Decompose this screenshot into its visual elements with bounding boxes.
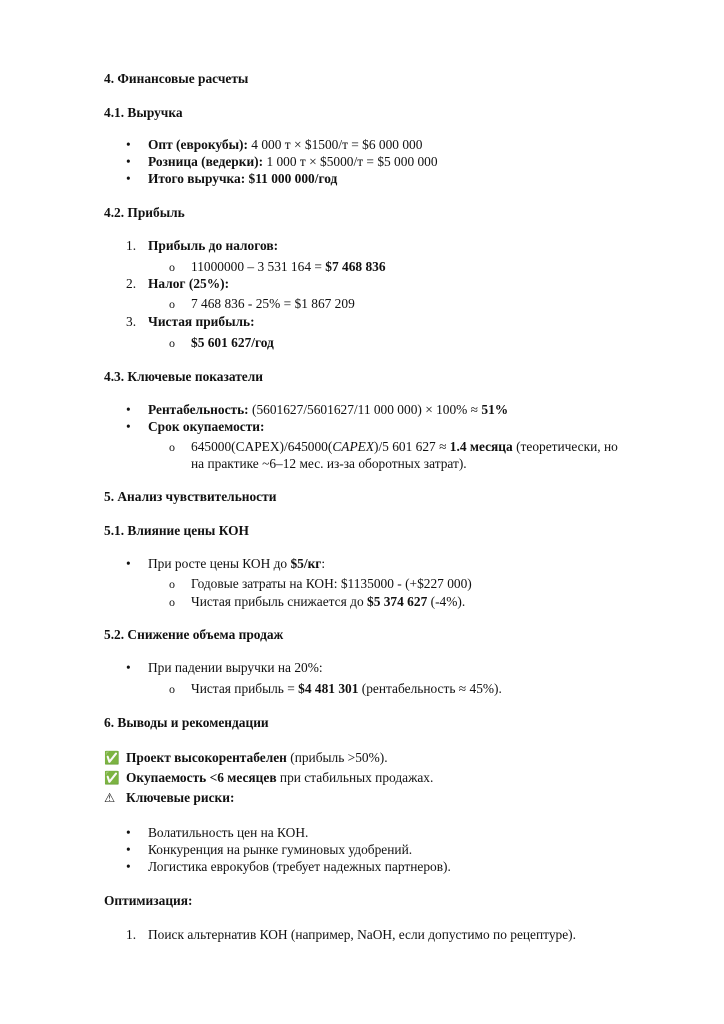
kpi-heading: 4.3. Ключевые показатели xyxy=(104,369,263,384)
koh-sub-costs: o Годовые затраты на КОН: $1135000 - (+$227 000) xyxy=(169,576,472,591)
conclusion-profitable: ✅ Проект высокорентабелен (прибыль >50%). xyxy=(104,750,388,765)
bullet-icon: • xyxy=(126,859,131,874)
optimization-item: 1. Поиск альтернатив КОН (например, NaOH, если допустимо по рецептуре). xyxy=(126,927,576,942)
profit-item-net: 3. Чистая прибыль: xyxy=(126,314,255,329)
optimization-heading: Оптимизация: xyxy=(104,893,193,908)
bullet-icon: • xyxy=(126,825,131,840)
profit-item-pretax: 1. Прибыль до налогов: xyxy=(126,238,279,253)
kpi-payback-calc: o 645000(CAPEX)/645000(CAPEX)/5 601 627 ≈ 1.4 месяца (теоретически, но xyxy=(169,439,618,454)
bullet-icon: • xyxy=(126,556,131,571)
koh-sub-profit: o Чистая прибыль снижается до $5 374 627 (-4%). xyxy=(169,594,466,609)
warning-icon: ⚠ xyxy=(104,790,116,805)
profit-item-net-value: o $5 601 627/год xyxy=(169,335,274,350)
kpi-payback: • Срок окупаемости: xyxy=(126,419,265,434)
circle-bullet-icon: o xyxy=(169,260,175,274)
profit-item-tax: 2. Налог (25%): xyxy=(126,276,230,291)
revenue-heading: 4.1. Выручка xyxy=(104,105,183,120)
sales-sub-profit: o Чистая прибыль = $4 481 301 (рентабельность ≈ 45%). xyxy=(169,681,502,696)
bullet-icon: • xyxy=(126,154,131,169)
revenue-item-wholesale: • Опт (еврокубы): 4 000 т × $1500/т = $6 000 000 xyxy=(126,137,423,152)
circle-bullet-icon: o xyxy=(169,336,175,350)
circle-bullet-icon: o xyxy=(169,440,175,454)
risk-item: • Логистика еврокубов (требует надежных партнеров). xyxy=(126,859,451,874)
check-icon: ✅ xyxy=(104,770,120,785)
risk-item: • Конкуренция на рынке гуминовых удобрений. xyxy=(126,842,413,857)
bullet-icon: • xyxy=(126,171,131,186)
bullet-icon: • xyxy=(126,402,131,417)
bullet-icon: • xyxy=(126,419,131,434)
section-5-title: 5. Анализ чувствительности xyxy=(104,489,277,504)
risk-item: • Волатильность цен на КОН. xyxy=(126,825,309,840)
revenue-item-total: • Итого выручка: $11 000 000/год xyxy=(126,171,338,186)
koh-bullet: • При росте цены КОН до $5/кг: xyxy=(126,556,326,571)
circle-bullet-icon: o xyxy=(169,595,175,609)
sales-bullet: • При падении выручки на 20%: xyxy=(126,660,323,675)
section-6-title: 6. Выводы и рекомендации xyxy=(104,715,269,730)
profit-item-tax-value: o 7 468 836 - 25% = $1 867 209 xyxy=(169,296,355,311)
circle-bullet-icon: o xyxy=(169,577,175,591)
bullet-icon: • xyxy=(126,842,131,857)
section-4-title: 4. Финансовые расчеты xyxy=(104,71,249,86)
revenue-item-retail: • Розница (ведерки): 1 000 т × $5000/т = $5 000 000 xyxy=(126,154,438,169)
bullet-icon: • xyxy=(126,660,131,675)
bullet-icon: • xyxy=(126,137,131,152)
profit-item-pretax-value: o 11000000 – 3 531 164 = $7 468 836 xyxy=(169,259,386,274)
circle-bullet-icon: o xyxy=(169,682,175,696)
profit-heading: 4.2. Прибыль xyxy=(104,205,185,220)
conclusion-payback: ✅ Окупаемость <6 месяцев при стабильных продажах. xyxy=(104,770,434,785)
koh-heading: 5.1. Влияние цены КОН xyxy=(104,523,249,538)
conclusion-risks: ⚠ Ключевые риски: xyxy=(104,790,235,805)
check-icon: ✅ xyxy=(104,750,120,765)
circle-bullet-icon: o xyxy=(169,297,175,311)
kpi-payback-calc-line2: на практике ~6–12 мес. из-за оборотных затрат). xyxy=(191,456,467,471)
sales-heading: 5.2. Снижение объема продаж xyxy=(104,627,284,642)
kpi-profitability: • Рентабельность: (5601627/5601627/11 000 000) × 100% ≈ 51% xyxy=(126,402,509,417)
